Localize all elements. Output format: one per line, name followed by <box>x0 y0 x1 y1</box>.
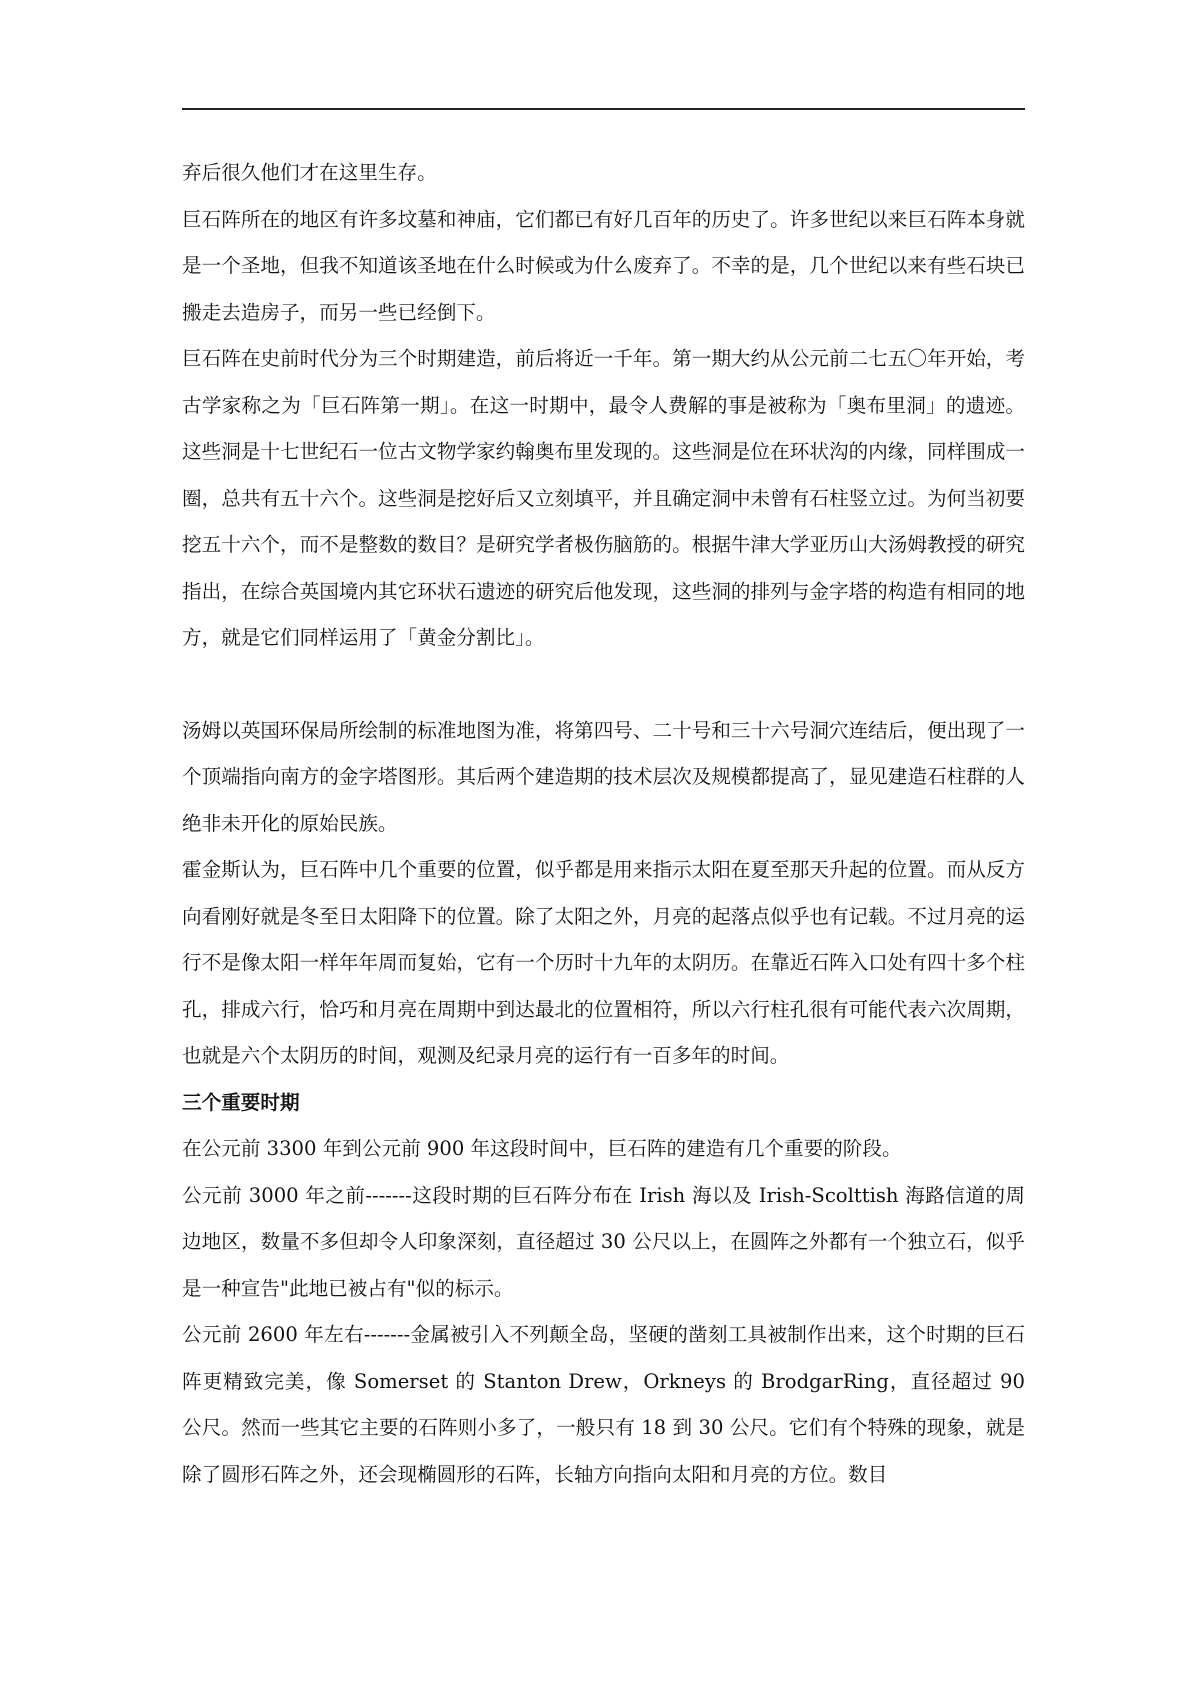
paragraph-around-2600bc: 公元前 2600 年左右-------金属被引入不列颠全岛，坚硬的凿刻工具被制作出来，这个时期的巨石阵更精致完美，像 Somerset 的 Stanton Drew，Orkneys 的 BrodgarRing，直径超过 90 公尺。然而一些其它主要的石阵则小多了，一般只有 18 到 30 公尺。它们有个特殊的现象，就是除了圆形石阵之外，还会现椭圆形的石阵，长轴方向指向太阳和月亮的方位。数目 <box>182 1323 1025 1486</box>
document-body <box>182 150 1025 1498</box>
paragraph-before-3000bc: 公元前 3000 年之前-------这段时期的巨石阵分布在 Irish 海以及 Irish-Scolttish 海路信道的周边地区，数量不多但却令人印象深刻，直径超过 30 公尺以上，在圆阵之外都有一个独立石，似乎是一种宣告"此地已被占有"似的标示。 <box>182 1183 1025 1300</box>
paragraph-timeline-intro: 在公元前 3300 年到公元前 900 年这段时间中，巨石阵的建造有几个重要的阶段。 <box>182 1137 902 1160</box>
section-heading: 三个重要时期 <box>182 1090 300 1114</box>
paragraph-pyramid: 汤姆以英国环保局所绘制的标准地图为准，将第四号、二十号和三十六号洞穴连结后，便出现了一个顶端指向南方的金字塔图形。其后两个建造期的技术层次及规模都提高了，显见建造石柱群的人绝非未开化的原始民族。 <box>182 718 1025 835</box>
paragraph-continuation: 弃后很久他们才在这里生存。 <box>182 161 437 184</box>
paragraph-temples: 巨石阵所在的地区有许多坟墓和神庙，它们都已有好几百年的历史了。许多世纪以来巨石阵本身就是一个圣地，但我不知道该圣地在什么时候或为什么废弃了。不幸的是，几个世纪以来有些石块已搬走去造房子，而另一些已经倒下。 <box>182 207 1025 324</box>
paragraph-construction-periods: 巨石阵在史前时代分为三个时期建造，前后将近一千年。第一期大约从公元前二七五〇年开始，考古学家称之为「巨石阵第一期」。在这一时期中，最令人费解的事是被称为「奥布里洞」的遗迹。这些洞是十七世纪石一位古文物学家约翰奥布里发现的。这些洞是位在环状沟的内缘，同样围成一圈，总共有五十六个。这些洞是挖好后又立刻填平，并且确定洞中未曾有石柱竖立过。为何当初要挖五十六个，而不是整数的数目？是研究学者极伤脑筋的。根据牛津大学亚历山大汤姆教授的研究指出，在综合英国境内其它环状石遗迹的研究后他发现，这些洞的排列与金字塔的构造有相同的地方，就是它们同样运用了「黄金分割比」。 <box>182 347 1025 649</box>
header-rule <box>182 108 1025 110</box>
paragraph-hawkins: 霍金斯认为，巨石阵中几个重要的位置，似乎都是用来指示太阳在夏至那天升起的位置。而从反方向看刚好就是冬至日太阳降下的位置。除了太阳之外，月亮的起落点似乎也有记载。不过月亮的运行不是像太阳一样年年周而复始，它有一个历时十九年的太阴历。在靠近石阵入口处有四十多个柱孔，排成六行，恰巧和月亮在周期中到达最北的位置相符，所以六行柱孔很有可能代表六次周期，也就是六个太阴历的时间，观测及纪录月亮的运行有一百多年的时间。 <box>182 858 1025 1067</box>
